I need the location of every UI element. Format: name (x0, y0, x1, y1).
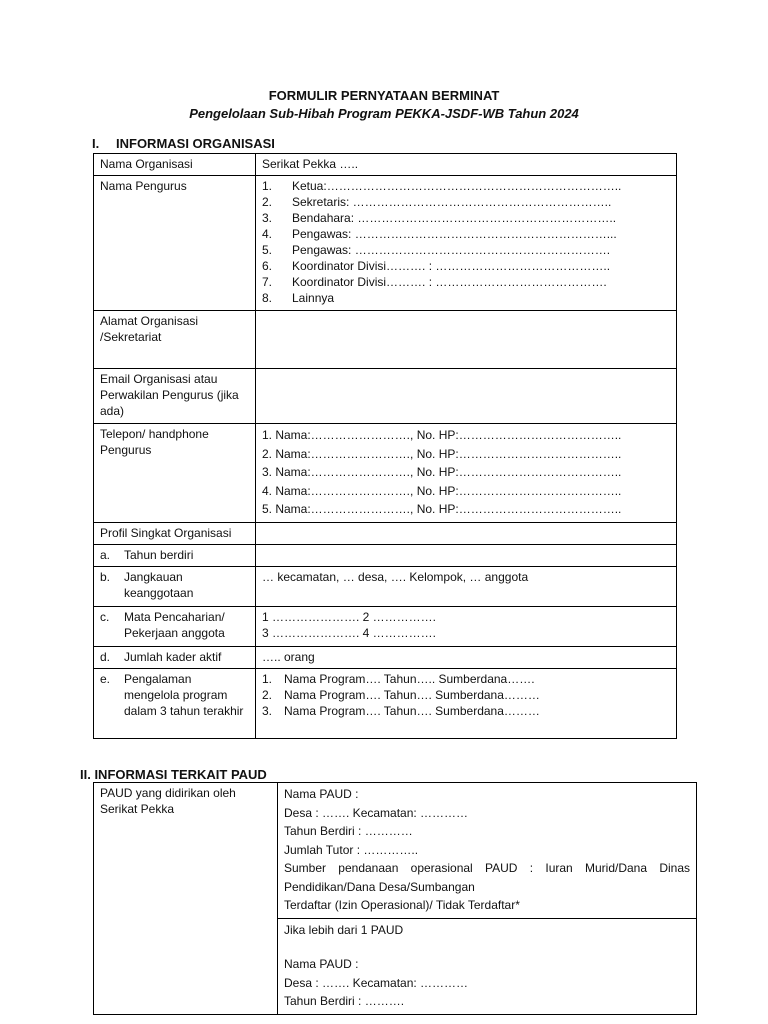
mata-pencaharian-value[interactable]: 1 …………………. 2 ……………. 3 …………………. 4 ……………. (256, 606, 677, 646)
field-label: c. Mata Pencaharian/ Pekerjaan anggota (94, 606, 256, 646)
pengurus-item: 6. Koordinator Divisi………. : …………………………………….. (262, 259, 611, 273)
pengalaman-list[interactable] (256, 668, 677, 738)
field-label: a. Tahun berdiri (94, 544, 256, 566)
section-numeral: I. (92, 136, 100, 151)
field-label: Email Organisasi atau Perwakilan Pengurus (jika ada) (94, 369, 256, 424)
nama-organisasi-value[interactable]: Serikat Pekka ….. (256, 154, 677, 176)
jangkauan-value[interactable]: … kecamatan, … desa, …. Kelompok, … anggota (256, 566, 677, 606)
organisasi-table (93, 153, 677, 739)
paud-2-details[interactable]: Jika lebih dari 1 PAUD Nama PAUD : Desa : ……. Kecamatan: ………… Tahun Berdiri : ………. (278, 918, 697, 1014)
paud-1-details[interactable]: Nama PAUD : Desa : ……. Kecamatan: ………… Tahun Berdiri : ………… Jumlah Tutor : ………….. Sumber pendanaan operasional PAUD : Iuran Murid/Dana Dinas Pendidikan/Dana Desa/Sumbangan Terdaftar (Izin Operasional)/ Tidak Terdaftar* (278, 783, 697, 919)
document-subtitle: Pengelolaan Sub-Hibah Program PEKKA-JSDF-WB Tahun 2024 (189, 106, 579, 121)
pengalaman-item: 3. Nama Program…. Tahun…. Sumberdana……… (262, 703, 540, 718)
pengalaman-item: 1. Nama Program…. Tahun….. Sumberdana……. (262, 671, 535, 686)
document-title: FORMULIR PERNYATAAN BERMINAT (268, 88, 500, 103)
field-label: Nama Pengurus (94, 176, 256, 311)
field-label: Telepon/ handphone Pengurus (94, 424, 256, 523)
telepon-line: 3. Nama:……………………., No. HP:………………………………….. (262, 465, 622, 479)
section-heading-paud: II. INFORMASI TERKAIT PAUD (80, 767, 267, 782)
pengurus-item: 2. Sekretaris: ……………………………………………………….. (262, 195, 612, 209)
field-label: Profil Singkat Organisasi (94, 522, 256, 544)
table-row (94, 606, 677, 646)
pengurus-item: 5. Pengawas: ………………………………………………………. (262, 243, 611, 257)
jumlah-kader-value[interactable]: ….. orang (256, 646, 677, 668)
table-row (94, 176, 677, 311)
field-label: PAUD yang didirikan oleh Serikat Pekka (94, 783, 278, 1015)
pengurus-item: 1. Ketua:……………………………………………………………….. (262, 179, 622, 193)
field-label: Alamat Organisasi /Sekretariat (94, 311, 256, 369)
table-row (94, 566, 677, 606)
pengurus-item: 7. Koordinator Divisi………. : ……………………………………. (262, 275, 607, 289)
field-label: Nama Organisasi (94, 154, 256, 176)
telepon-line: 4. Nama:……………………., No. HP:………………………………….. (262, 483, 622, 498)
telepon-line: 1. Nama:……………………., No. HP:………………………………….. (262, 428, 622, 442)
table-row (94, 668, 677, 738)
table-row (94, 646, 677, 668)
telepon-line: 5. Nama:……………………., No. HP:………………………………….. (262, 502, 622, 516)
field-label: e. Pengalaman mengelola program dalam 3 tahun terakhir (94, 668, 256, 738)
telepon-line: 2. Nama:……………………., No. HP:………………………………….. (262, 446, 622, 461)
pengurus-item: 4. Pengawas: ………………………………………………………... (262, 227, 617, 241)
table-row (94, 311, 677, 369)
paud-table (93, 782, 697, 1015)
table-row (94, 783, 697, 919)
pengalaman-item: 2. Nama Program…. Tahun…. Sumberdana……… (262, 687, 540, 702)
email-input-cell[interactable] (256, 369, 677, 424)
profil-cell (256, 522, 677, 544)
pengurus-item: 8. Lainnya (262, 291, 335, 305)
field-label: d. Jumlah kader aktif (94, 646, 256, 668)
section-title: INFORMASI ORGANISASI (116, 136, 275, 151)
tahun-berdiri-input-cell[interactable] (256, 544, 677, 566)
table-row (94, 424, 677, 523)
telepon-list[interactable] (256, 424, 677, 523)
nama-pengurus-list[interactable] (256, 176, 677, 311)
alamat-input-cell[interactable] (256, 311, 677, 369)
table-row (94, 544, 677, 566)
field-label: b. Jangkauan keanggotaan (94, 566, 256, 606)
section-heading-organisasi (92, 136, 275, 151)
table-row (94, 154, 677, 176)
pengurus-item: 3. Bendahara: ……………………………………………………….. (262, 211, 617, 225)
table-row (94, 522, 677, 544)
table-row (94, 369, 677, 424)
